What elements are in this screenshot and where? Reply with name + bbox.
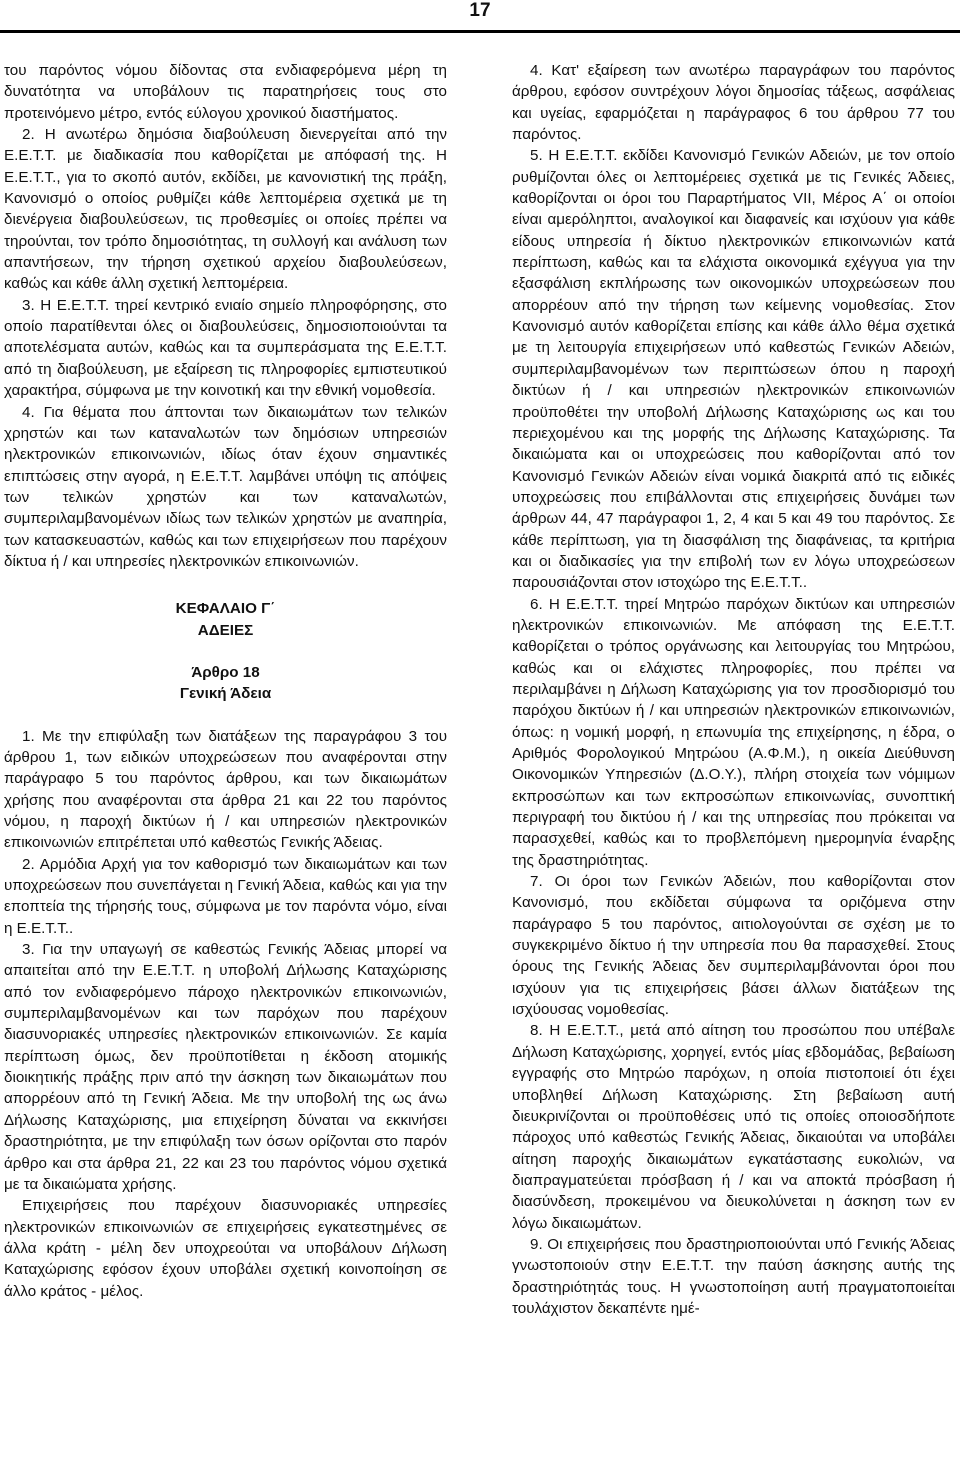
right-column [512, 60, 955, 1319]
article-paragraph-3: 3. Για την υπαγωγή σε καθεστώς Γενικής Άδειας μπορεί να απαιτείται από την Ε.Ε.Τ.Τ. η υποβολή Δήλωσης Καταχώρισης από τον ενδιαφερόμενο πάροχο ηλεκτρονικών επικοινωνιών, συμπεριλαμβανομένων και των παρόχων που παρέχουν διασυνοριακές υπηρεσίες ηλεκτρονικών επικοινωνιών. Σε καμία περίπτωση όμως, δεν προϋποτίθεται η έκδοση ατομικής διοικητικής πράξης πριν από την άσκηση των δικαιωμάτων που απορρέουν από τη Γενική Άδεια. Με την υποβολή της ως άνω Δήλωσης Καταχώρισης, μια επιχείρηση δύναται να εκκινήσει δραστηριότητα, με την επιφύλαξη των όσων ορίζονται στο παρόν άρθρο και στα άρθρα 21, 22 και 23 του παρόντος νόμου σχετικά με τα δικαιώματα χρήσης. [4, 941, 447, 1193]
paragraph-2: 2. Η ανωτέρω δημόσια διαβούλευση διενεργείται από την Ε.Ε.Τ.Τ. με διαδικασία που καθορίζεται με απόφασή της. Η Ε.Ε.Τ.Τ., για το σκοπό αυτόν, εκδίδει, με κανονιστική της πράξη, Κανονισμό ο οποίος ρυθμίζει κάθε λεπτομέρεια σχετικά με τη διενέργεια διαβουλεύσεων, τις προθεσμίες οι οποίες πρέπει να τηρούνται, τον τρόπο δημοσιότητας, τη συλλογή και ανάλυση των απαντήσεων, την τήρηση σχετικού αρχείου διαβουλεύσεων, καθώς και κάθε άλλη σχετική λεπτομέρεια. [4, 126, 447, 293]
paragraph-3: 3. Η Ε.Ε.Τ.Τ. τηρεί κεντρικό ενιαίο σημείο πληροφόρησης, στο οποίο παρατίθενται όλες οι διαβουλεύσεις, δημοσιοποιούνται τα αποτελέσματα αυτών, καθώς και τα συμπεράσματα της Ε.Ε.Τ.Τ. από τη διαβούλευση, με εξαίρεση τις πληροφορίες εμπιστευτικού χαρακτήρα, σύμφωνα με την κοινοτική και την εθνική νομοθεσία. [4, 296, 447, 400]
article-title: Άρθρο 18 [191, 663, 260, 681]
article-paragraph-5: 5. Η Ε.Ε.Τ.Τ. εκδίδει Κανονισμό Γενικών Αδειών, με τον οποίο ρυθμίζονται όλες οι λεπτομέρειες σχετικά με τις Γενικές Άδειες, καθορίζονται οι όροι του Παραρτήματος VII, Μέρος Α΄ οι οποίοι είναι αμερόληπτοι, αναλογικοί και διαφανείς και ισχύουν για κάθε είδους υπηρεσία ή δίκτυο ηλεκτρονικών επικοινωνιών κατά περίπτωση, καθώς και τα ελάχιστα οικονομικά εχέγγυα για την εξασφάλιση εκπλήρωσης των οικονομικών υποχρεώσεων που απορρέουν από την τήρηση των κείμενης νομοθεσίας. Στον Κανονισμό αυτόν καθορίζεται επίσης και κάθε άλλο θέμα σχετικά με τη λειτουργία επιχειρήσεων υπό καθεστώς Γενικών Αδειών, συμπεριλαμβανομένων των περιπτώσεων όπου η παροχή δικτύων ή / και υπηρεσιών ηλεκτρονικών επικοινωνιών προϋποθέτει την υποβολή Δήλωσης Καταχώρισης ως και του περιεχομένου και της μορφής της Δήλωσης Καταχώρισης. Τα δικαιώματα και οι υποχρεώσεις που καθορίζονται από τον Κανονισμό Γενικών Αδειών είναι νομικά διακριτά από τις ειδικές υποχρεώσεις που επιβάλλονται στις επιχειρήσεις δυνάμει των άρθρων 44, 47 παράγραφοι 1, 2, 4 και 5 και 49 του παρόντος. Σε κάθε περίπτωση, για τη διασφάλιση της διαφάνειας, τα κριτήρια και οι διαδικασίες για την επιβολή των εν λόγω υποχρεώσεων παρουσιάζονται στον ιστοχώρο της Ε.Ε.Τ.Τ.. [512, 147, 955, 592]
header-rule [0, 30, 960, 33]
page-number: 17 [469, 0, 491, 21]
article-paragraph-9: 9. Οι επιχειρήσεις που δραστηριοποιούνται υπό Γενικής Άδειας γνωστοποιούν στην Ε.Ε.Τ.Τ. την παύση άσκησης αυτής της δραστηριότητάς τους. Η γνωστοποίηση αυτή πραγματοποιείται τουλάχιστον δεκαπέντε ημέ- [512, 1235, 955, 1317]
chapter-subtitle: ΑΔΕΙΕΣ [197, 621, 254, 639]
paragraph-continuation: του παρόντος νόμου δίδοντας στα ενδιαφερόμενα μέρη τη δυνατότητα να υποβάλουν τις παρατηρήσεις τους στο προτεινόμενο μέτρο, εντός εύλογου χρονικού διαστήματος. [4, 62, 447, 122]
paragraph-4: 4. Για θέματα που άπτονται των δικαιωμάτων των τελικών χρηστών και των καταναλωτών των δημόσιων υπηρεσιών ηλεκτρονικών επικοινωνιών, ιδίως όταν έχουν σημαντικές επιπτώσεις στην αγορά, η Ε.Ε.Τ.Τ. λαμβάνει υπόψη τις απόψεις των τελικών χρηστών και των καταναλωτών, συμπεριλαμβανομένων ιδίως των τελικών χρηστών με αναπηρία, των κατασκευαστών, καθώς και των επιχειρήσεων που παρέχουν δίκτυα ή / και υπηρεσίες ηλεκτρονικών επικοινωνιών. [4, 403, 447, 570]
article-heading [4, 662, 447, 705]
article-paragraph-7: 7. Οι όροι των Γενικών Άδειών, που καθορίζονται στον Κανονισμό, που εκδίδεται σύμφωνα τα οριζόμενα στην παράγραφο 5 του παρόντος, αιτιολογούνται σε σχέση με το συγκεκριμένο δίκτυο ή την υπηρεσία που θα παρασχεθεί. Στους όρους της Γενικής Άδειας δεν συμπεριλαμβάνονται όροι που ισχύουν για τις επιχειρήσεις βάσει άλλων διατάξεων της ισχύουσας νομοθεσίας. [512, 873, 955, 1019]
article-paragraph-2: 2. Αρμόδια Αρχή για τον καθορισμό των δικαιωμάτων και των υποχρεώσεων που συνεπάγεται η Γενική Άδεια, καθώς και για την εποπτεία της τήρησής τους, σύμφωνα με τον παρόντα νόμο, είναι η Ε.Ε.Τ.Τ.. [4, 855, 447, 937]
chapter-title: ΚΕΦΑΛΑΙΟ Γ΄ [175, 600, 276, 618]
article-paragraph-6: 6. Η Ε.Ε.Τ.Τ. τηρεί Μητρώο παρόχων δικτύων και υπηρεσιών ηλεκτρονικών επικοινωνιών. Με απόφαση της Ε.Ε.Τ.Τ. καθορίζεται ο τρόπος οργάνωσης και λειτουργίας του Μητρώου, καθώς και οι ελάχιστες πληροφορίες, που πρέπει να περιλαμβάνει η Δήλωση Καταχώρισης για τον προσδιορισμό του παρόχου δικτύων ή / και υπηρεσιών ηλεκτρονικών επικοινωνιών, όπως: η νομική μορφή, η επωνυμία της επιχείρησης, η έδρα, ο Αριθμός Φορολογικού Μητρώου (Α.Φ.Μ.), η οικεία Διεύθυνση Οικονομικών Υπηρεσιών (Δ.Ο.Υ.), πλήρη στοιχεία των νόμιμων εκπροσώπων και των εκπροσώπων επικοινωνίας, συνοπτική περιγραφή του δικτύου ή / και της υπηρεσίας που πρόκειται να παρασχεθεί, καθώς και το προβλεπόμενη ημερομηνία έναρξης της δραστηριότητας. [512, 595, 955, 869]
spacer [4, 572, 447, 598]
article-paragraph-3-continued: Επιχειρήσεις που παρέχουν διασυνοριακές υπηρεσίες ηλεκτρονικών επικοινωνιών σε επιχειρήσεις εγκατεστημένες σε άλλα κράτη - μέλη δεν υποχρεούται να υποβάλουν Δήλωση Καταχώρισης εφόσον έχουν υποβάλει σχετική κοινοποίηση σε άλλο κράτος - μέλος. [4, 1197, 447, 1300]
article-paragraph-8: 8. Η Ε.Ε.Τ.Τ., μετά από αίτηση του προσώπου που υπέβαλε Δήλωση Καταχώρισης, χορηγεί, εντός μίας εβδομάδας, βεβαίωση εγγραφής στο Μητρώο παρόχων, η οποία πιστοποιεί ότι έχει υποβληθεί Δήλωση Καταχώρισης. Στη βεβαίωση αυτή διευκρινίζονται οι προϋποθέσεις υπό τις οποίες οποιοσδήποτε πάροχος υπό καθεστώς Γενικής Άδειας, δικαιούται να υποβάλει αίτηση παροχής δικαιωμάτων εγκατάστασης ευκολιών, να διαπραγματεύεται πρόσβαση ή / και να αποκτά πρόσβαση ή διασύνδεση, προκειμένου να διευκολύνεται η άσκηση των εν λόγω δικαιωμάτων. [512, 1022, 955, 1232]
spacer [4, 641, 447, 662]
left-column [4, 60, 447, 1302]
article-paragraph-4: 4. Κατ' εξαίρεση των ανωτέρω παραγράφων του παρόντος άρθρου, εφόσον συντρέχουν λόγοι δημοσίας τάξεως, ασφάλειας και υγείας, εφαρμόζεται η παράγραφος 6 του άρθρου 77 του παρόντος. [512, 62, 955, 144]
article-paragraph-1: 1. Με την επιφύλαξη των διατάξεων της παραγράφου 3 του άρθρου 1, των ειδικών υποχρεώσεων που αναφέρονται στην παράγραφο 5 του παρόντος άρθρου, και των δικαιωμάτων χρήσης που αναφέρονται στα άρθρα 21 και 22 του παρόντος νόμου, η παροχή δικτύων ή / και υπηρεσιών ηλεκτρονικών επικοινωνιών επιτρέπεται υπό καθεστώς Γενικής Άδειας. [4, 727, 447, 852]
article-subtitle: Γενική Άδεια [179, 685, 272, 703]
spacer [4, 705, 447, 726]
chapter-heading [4, 598, 447, 641]
